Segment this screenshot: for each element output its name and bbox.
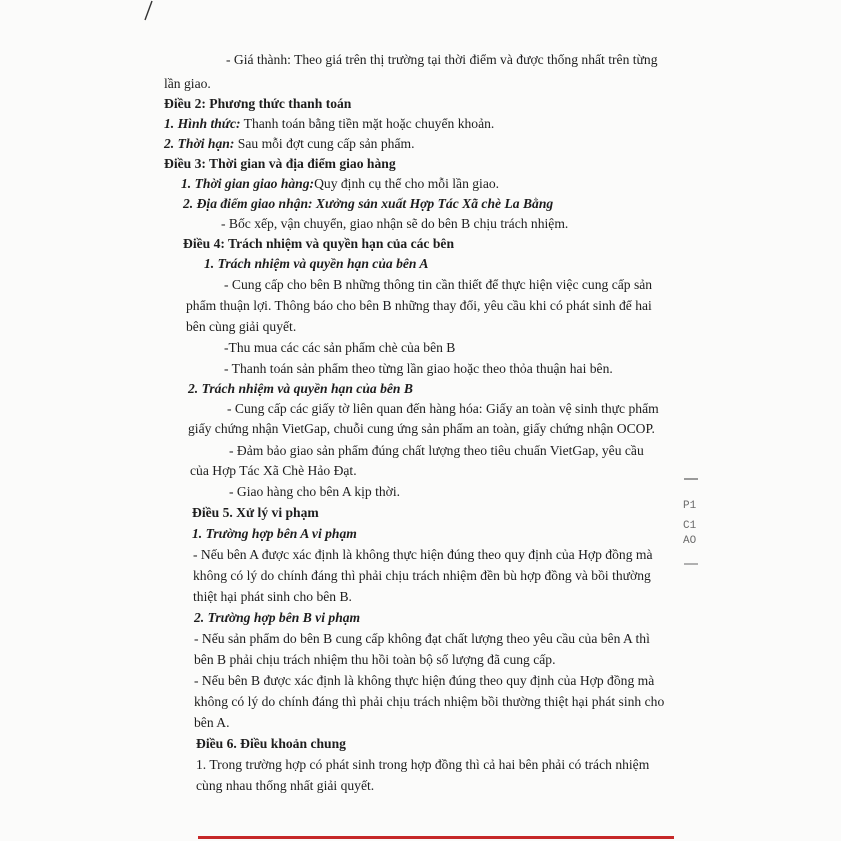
party-a-duty-2: -Thu mua các các sản phẩm chè của bên B [224, 340, 456, 355]
party-b-duty-2-line-1: - Đảm bảo giao sản phẩm đúng chất lượng theo tiêu chuẩn VietGap, yêu cầu [229, 443, 644, 458]
red-rule-line [198, 836, 674, 839]
payment-form-text: Thanh toán bằng tiền mặt hoặc chuyển khoản. [240, 116, 495, 131]
article-3-heading: Điều 3: Thời gian và địa điểm giao hàng [164, 156, 396, 171]
article-6-heading: Điều 6. Điều khoản chung [196, 736, 346, 751]
general-terms-line-2: cùng nhau thống nhất giải quyết. [196, 778, 375, 793]
bleed-through-c1: C1 [683, 520, 697, 532]
party-b-violation-2-line-1: - Nếu bên B được xác định là không thực hiện đúng theo quy định của Hợp đồng mà [194, 673, 655, 688]
payment-term-label: 2. Thời hạn: [164, 136, 235, 151]
party-b-violation-2-line-3: bên A. [194, 715, 230, 730]
party-b-duty-3: - Giao hàng cho bên A kịp thời. [229, 484, 401, 499]
pen-mark [142, 0, 156, 22]
party-b-duty-1-line-2: giấy chứng nhận VietGap, chuỗi cung ứng sản phẩm an toàn, giấy chứng nhận OCOP. [188, 421, 655, 436]
party-a-duty-1-line-1: - Cung cấp cho bên B những thông tin cần thiết để thực hiện việc cung cấp sản [224, 277, 653, 292]
party-b-duties-heading: 2. Trách nhiệm và quyền hạn của bên B [188, 381, 413, 396]
delivery-handling-line: - Bốc xếp, vận chuyển, giao nhận sẽ do bên B chịu trách nhiệm. [221, 216, 569, 231]
payment-term-line [164, 135, 414, 153]
party-a-violation-heading: 1. Trường hợp bên A vi phạm [192, 526, 357, 541]
delivery-time-label: 1. Thời gian giao hàng: [181, 176, 315, 191]
party-b-duty-2-line-2: của Hợp Tác Xã Chè Hảo Đạt. [190, 463, 357, 478]
price-clause-line-2: lần giao. [164, 76, 211, 91]
article-5-heading: Điều 5. Xử lý vi phạm [192, 505, 319, 520]
payment-term-text: Sau mỗi đợt cung cấp sản phẩm. [234, 136, 415, 151]
delivery-place-line: 2. Địa điểm giao nhận: Xưởng sản xuất Hợp Tác Xã chè La Bằng [183, 196, 554, 211]
bleed-through-ao: AO [683, 535, 697, 547]
party-a-violation-line-1: - Nếu bên A được xác định là không thực hiện đúng theo quy định của Hợp đồng mà [193, 547, 653, 562]
bleed-through-mark [684, 478, 698, 480]
party-b-violation-2-line-2: không có lý do chính đáng thì phải chịu trách nhiệm bồi thường thiệt hại phát sinh cho [194, 694, 665, 709]
party-a-violation-line-2: không có lý do chính đáng thì phải chịu trách nhiệm đền bù hợp đồng và bồi thường [193, 568, 651, 583]
bleed-through-p1: P1 [683, 500, 697, 512]
party-a-duty-1-line-3: bên cùng giải quyết. [186, 319, 297, 334]
general-terms-line-1: 1. Trong trường hợp có phát sinh trong hợp đồng thì cả hai bên phải có trách nhiệm [196, 757, 650, 772]
article-4-heading: Điều 4: Trách nhiệm và quyền hạn của các bên [183, 236, 455, 251]
party-b-violation-heading: 2. Trường hợp bên B vi phạm [194, 610, 361, 625]
party-b-violation-1-line-1: - Nếu sản phẩm do bên B cung cấp không đạt chất lượng theo yêu cầu của bên A thì [194, 631, 650, 646]
delivery-time-text: Quy định cụ thể cho mỗi lần giao. [314, 176, 500, 191]
party-a-violation-line-3: thiệt hại phát sinh cho bên B. [193, 589, 352, 604]
party-b-violation-1-line-2: bên B phải chịu trách nhiệm thu hồi toàn bộ số lượng đã cung cấp. [194, 652, 556, 667]
delivery-time-line [181, 175, 499, 193]
payment-form-label: 1. Hình thức: [164, 116, 241, 131]
article-2-heading: Điều 2: Phương thức thanh toán [164, 96, 352, 111]
bleed-through-mark-2 [684, 563, 698, 565]
party-a-duty-1-line-2: phẩm thuận lợi. Thông báo cho bên B những thay đổi, yêu cầu khi có phát sinh để hai [186, 298, 652, 313]
price-clause-line-1: - Giá thành: Theo giá trên thị trường tại thời điểm và được thống nhất trên từng [226, 52, 658, 67]
payment-form-line [164, 115, 494, 133]
party-b-duty-1-line-1: - Cung cấp các giấy tờ liên quan đến hàng hóa: Giấy an toàn vệ sinh thực phẩm [227, 401, 659, 416]
party-a-duties-heading: 1. Trách nhiệm và quyền hạn của bên A [204, 256, 429, 271]
party-a-duty-3: - Thanh toán sản phẩm theo từng lần giao hoặc theo thỏa thuận hai bên. [224, 361, 613, 376]
